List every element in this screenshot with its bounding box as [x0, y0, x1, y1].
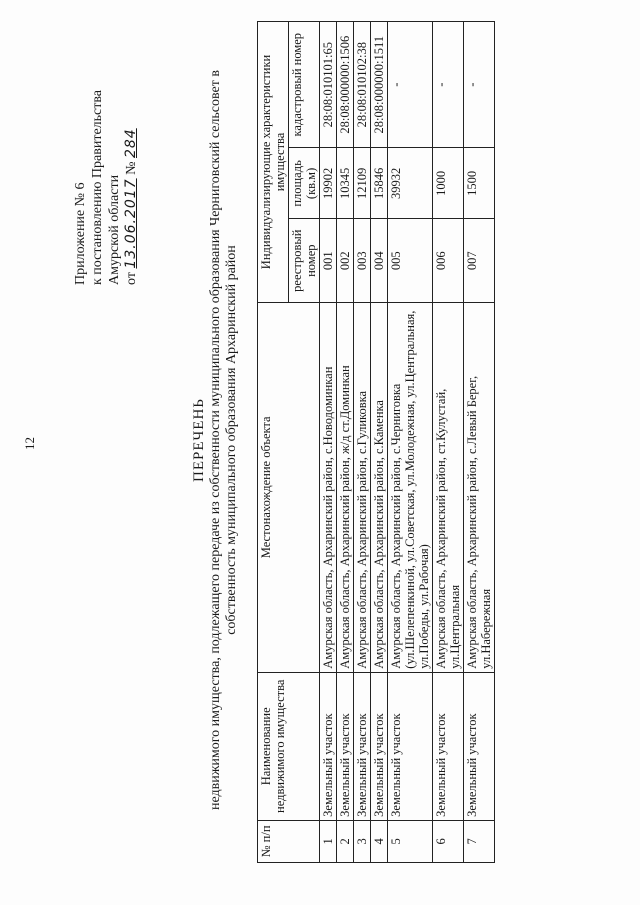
property-table: [257, 21, 495, 863]
appendix-number: Приложение № 6: [73, 182, 88, 285]
cell-area: 1500: [464, 148, 495, 219]
cell-reg: 003: [354, 219, 371, 302]
cell-area: 19902: [320, 148, 337, 219]
cell-reg: 001: [320, 219, 337, 302]
date-prefix: от: [124, 272, 139, 285]
cell-num: 3: [354, 820, 371, 862]
cell-location: Амурская область, Архаринский район, с.Левый Берег, ул.Набережная: [464, 302, 495, 672]
cell-area: 12109: [354, 148, 371, 219]
cell-location: Амурская область, Архаринский район, с.Каменка: [371, 302, 388, 672]
table-row: [320, 22, 337, 863]
appendix-region: Амурской области: [107, 174, 122, 285]
cell-area: 10345: [337, 148, 354, 219]
header-area: площадь (кв.м): [289, 148, 320, 219]
header-cad: кадастровый номер: [289, 22, 320, 148]
cell-name: Земельный участок: [320, 672, 337, 820]
document-title: ПЕРЕЧЕНЬ: [191, 398, 207, 482]
cell-num: 4: [371, 820, 388, 862]
table-header-row: [258, 22, 289, 863]
cell-name: Земельный участок: [354, 672, 371, 820]
cell-num: 2: [337, 820, 354, 862]
cell-reg: 006: [433, 219, 464, 302]
cell-location: Амурская область, Архаринский район, ст.Кулустай, ул.Центральная: [433, 302, 464, 672]
header-location: Местонахождение объекта: [258, 302, 320, 672]
appendix-date-line: [123, 90, 140, 285]
header-num: № п/п: [258, 820, 320, 862]
cell-location: Амурская область, Архаринский район, с.Гуликовка: [354, 302, 371, 672]
cell-cad: -: [464, 22, 495, 148]
cell-cad: 28:08:000000:1506: [337, 22, 354, 148]
cell-num: 1: [320, 820, 337, 862]
table-row: [337, 22, 354, 863]
cell-reg: 005: [388, 219, 433, 302]
cell-cad: 28:08:010102:38: [354, 22, 371, 148]
table-row: [433, 22, 464, 863]
header-characteristics: Индивидуализирующие характеристики имущества: [258, 22, 289, 303]
cell-num: 7: [464, 820, 495, 862]
cell-area: 39932: [388, 148, 433, 219]
cell-num: 5: [388, 820, 433, 862]
handwritten-number: 284: [123, 128, 139, 159]
table-row: [354, 22, 371, 863]
cell-name: Земельный участок: [433, 672, 464, 820]
table-row: [371, 22, 388, 863]
cell-cad: 28:08:010101:65: [320, 22, 337, 148]
handwritten-date: 13.06.2017: [123, 178, 139, 269]
cell-reg: 004: [371, 219, 388, 302]
cell-name: Земельный участок: [388, 672, 433, 820]
cell-num: 6: [433, 820, 464, 862]
appendix-resolution: к постановлению Правительства: [90, 89, 105, 285]
cell-name: Земельный участок: [337, 672, 354, 820]
cell-name: Земельный участок: [371, 672, 388, 820]
cell-reg: 002: [337, 219, 354, 302]
page-number: 12: [22, 437, 37, 450]
appendix-header: [72, 90, 140, 285]
cell-name: Земельный участок: [464, 672, 495, 820]
cell-cad: 28:08:000000:1511: [371, 22, 388, 148]
document-subtitle: недвижимого имущества, подлежащего передаче из собственности муниципального образования Черниговский сельсовет в собственность муниципального образования Архаринский район: [208, 70, 239, 811]
cell-reg: 007: [464, 219, 495, 302]
cell-cad: -: [388, 22, 433, 148]
cell-location: Амурская область, Архаринский район, ж/д ст.Доминкан: [337, 302, 354, 672]
cell-area: 15846: [371, 148, 388, 219]
table-row: [388, 22, 433, 863]
header-reg: реестровый номер: [289, 219, 320, 302]
cell-cad: -: [433, 22, 464, 148]
number-prefix: №: [124, 161, 139, 175]
cell-location: Амурская область, Архаринский район, с.Новодоминкан: [320, 302, 337, 672]
document-rotated-content: [10, 5, 610, 875]
header-name: Наименование недвижимого имущества: [258, 672, 320, 820]
table-row: [464, 22, 495, 863]
cell-location: Амурская область, Архаринский район, с.Черниговка (ул.Шелепенкиной, ул.Советская, ул.Молодежная, ул.Центральная, ул.Победы, ул.Рабочая): [388, 302, 433, 672]
cell-area: 1000: [433, 148, 464, 219]
